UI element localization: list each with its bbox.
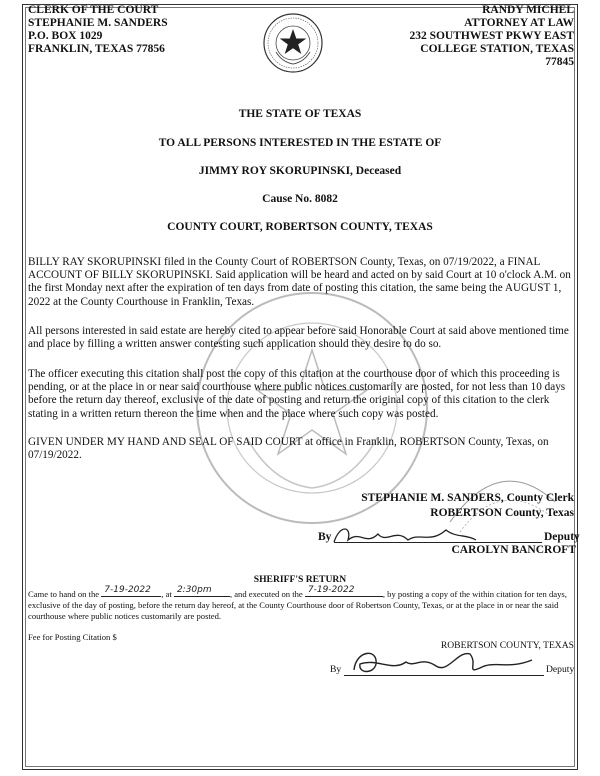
title-cause: Cause No. 8082	[262, 193, 338, 205]
paragraph-given: GIVEN UNDER MY HAND AND SEAL OF SAID COURT at office in Franklin, ROBERTSON County, Texas, on 07/19/2022.	[28, 436, 549, 462]
executed-date-value: 7-19-2022	[307, 585, 355, 595]
clerk-name: STEPHANIE M. SANDERS, County Clerk	[361, 492, 574, 504]
paragraph-cited: All persons interested in said estate are hereby cited to appear before said Honorable Court at said above mentioned time and place by filling a written answer contesting such application should they desire to do so.	[28, 325, 569, 351]
clerk-by-label: By	[318, 531, 332, 543]
title-court: COUNTY COURT, ROBERTSON COUNTY, TEXAS	[167, 221, 433, 233]
title-decedent: JIMMY ROY SKORUPINSKI, Deceased	[198, 165, 402, 177]
deputy-name: CAROLYN BANCROFT	[451, 544, 576, 556]
paragraph-filing: BILLY RAY SKORUPINSKI filed in the County Court of ROBERTSON County, Texas, on 07/19/2022, a FINAL ACCOUNT OF BILLY SKORUPINSKI. Said application will be heard and acted on by said Court at 10 o'clock A.M. on the first Monday next after the expiration of ten days from date of posting this citation, the same being the AUGUST 1, 2022 at the County Courthouse in Franklin, Texas.	[28, 256, 571, 308]
state-seal-icon	[262, 12, 324, 74]
return-time-value: 2:30pm	[176, 585, 212, 595]
sheriff-by-label: By	[330, 664, 342, 675]
attorney-line-3: 232 SOUTHWEST PKWY EAST	[409, 30, 574, 42]
attorney-line-4: COLLEGE STATION, TEXAS	[420, 43, 574, 55]
clerk-line-2: STEPHANIE M. SANDERS	[28, 17, 168, 29]
sheriff-return-title: SHERIFF'S RETURN	[253, 574, 347, 585]
title-state: THE STATE OF TEXAS	[238, 108, 362, 120]
attorney-line-2: ATTORNEY AT LAW	[464, 17, 574, 29]
attorney-line-1: RANDY MICHEL	[482, 4, 574, 16]
return-date-field	[101, 586, 161, 597]
return-time-field	[174, 586, 230, 597]
clerk-line-1: CLERK OF THE COURT	[28, 4, 159, 16]
sheriff-county: ROBERTSON COUNTY, TEXAS	[440, 640, 574, 651]
paragraph-officer: The officer executing this citation shall post the copy of this citation at the courthouse door of which this proceeding is pending, or at the place in or near said courthouse where public notices customarily are posted, for not less than 10 days before the return day thereof, exclusive of the date of posting and return the original copy of this citation to the clerk stating in a written return thereon the time when and the place where such copy was posted.	[28, 368, 566, 420]
attorney-address-block	[409, 4, 574, 69]
clerk-line-3: P.O. BOX 1029	[28, 30, 103, 42]
clerk-address-block	[28, 4, 168, 56]
posting-fee: Fee for Posting Citation $	[28, 632, 117, 642]
title-to-persons: TO ALL PERSONS INTERESTED IN THE ESTATE OF	[158, 137, 442, 149]
return-date-value: 7-19-2022	[104, 585, 151, 595]
sheriff-handwritten-signature	[348, 644, 538, 678]
sheriff-deputy-label: Deputy	[546, 664, 575, 675]
attorney-line-5: 77845	[545, 56, 574, 68]
clerk-county: ROBERTSON County, Texas	[430, 507, 574, 519]
clerk-line-4: FRANKLIN, TEXAS 77856	[28, 43, 165, 55]
executed-date-field	[305, 586, 383, 597]
clerk-deputy-label: Deputy	[544, 531, 580, 543]
sheriff-return-text: Came to hand on the 7-19-2022 , at 2:30pm , and executed on the 7-19-2022 , by posting a copy of the within citation for ten days, exclusive of the day of posting, before the return day hereof, at the County Courthouse door of Robertson County, Texas, or at the place in or near the said courthouse where public notices customarily are posted.	[28, 585, 567, 621]
